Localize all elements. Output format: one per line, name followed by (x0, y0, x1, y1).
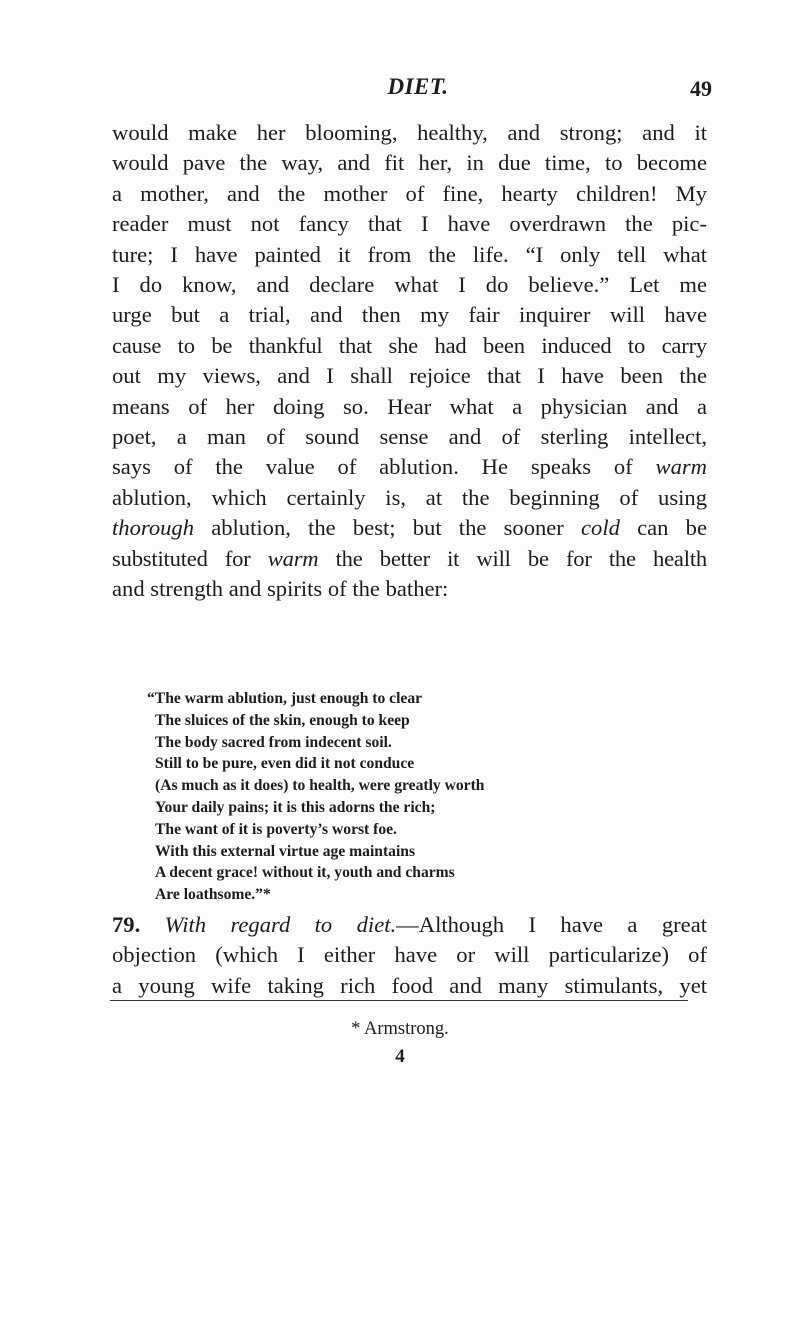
body-line: thorough ablution, the best; but the sooner cold can be (112, 515, 707, 541)
body-line: out my views, and I shall rejoice that I have been the (112, 363, 707, 389)
body-line: and strength and spirits of the bather: (112, 576, 449, 602)
running-head (112, 74, 724, 106)
poem-line: With this external virtue age maintains (155, 842, 416, 860)
section-number: 79. (112, 912, 141, 937)
poem-quotation (147, 688, 675, 906)
body-line: means of her doing so. Hear what a physician and a (112, 393, 707, 419)
body-line: ablution, which certainly is, at the beginning of using (112, 484, 707, 510)
poem-line: Are loathsome.”* (155, 886, 271, 904)
section-first-line (112, 910, 707, 940)
section-text: Although I have a great (418, 912, 707, 937)
body-line: reader must not fancy that I have overdrawn the pic- (112, 211, 707, 237)
section-line: objection (which I either have or will particularize) of (112, 942, 707, 968)
poem-line: A decent grace! without it, youth and charms (155, 864, 455, 882)
body-line: substituted for warm the better it will be for the health (112, 545, 707, 571)
body-line: I do know, and declare what I do believe.” Let me (112, 272, 707, 298)
page-number: 49 (690, 76, 712, 101)
poem-line: The body sacred from indecent soil. (155, 733, 392, 751)
signature-mark: 4 (395, 1046, 405, 1067)
section-dash: — (396, 912, 419, 937)
section-79 (112, 910, 707, 1001)
section-line: a young wife taking rich food and many stimulants, yet (112, 972, 707, 998)
body-line: a mother, and the mother of fine, hearty children! My (112, 180, 707, 206)
body-line: says of the value of ablution. He speaks of warm (112, 454, 707, 480)
body-line: would pave the way, and fit her, in due time, to become (112, 150, 707, 176)
footnote: * Armstrong. (351, 1019, 449, 1039)
section-heading: With regard to diet. (164, 912, 397, 937)
body-paragraph (112, 118, 707, 605)
poem-line: (As much as it does) to health, were greatly worth (155, 777, 485, 795)
body-line: poet, a man of sound sense and of sterling intellect, (112, 424, 707, 450)
poem-line: Still to be pure, even did it not conduce (155, 755, 415, 773)
poem-line: The want of it is poverty’s worst foe. (155, 820, 397, 838)
body-line: cause to be thankful that she had been induced to carry (112, 332, 707, 358)
running-title: DIET. (387, 74, 449, 99)
poem-line: “The warm ablution, just enough to clear (147, 690, 423, 707)
body-line: urge but a trial, and then my fair inquirer will have (112, 302, 707, 328)
footnote-rule (110, 1000, 688, 1001)
body-line: ture; I have painted it from the life. “I only tell what (112, 241, 707, 267)
poem-line: The sluices of the skin, enough to keep (155, 711, 410, 729)
body-line: would make her blooming, healthy, and strong; and it (112, 120, 707, 145)
poem-line: Your daily pains; it is this adorns the rich; (155, 798, 436, 816)
